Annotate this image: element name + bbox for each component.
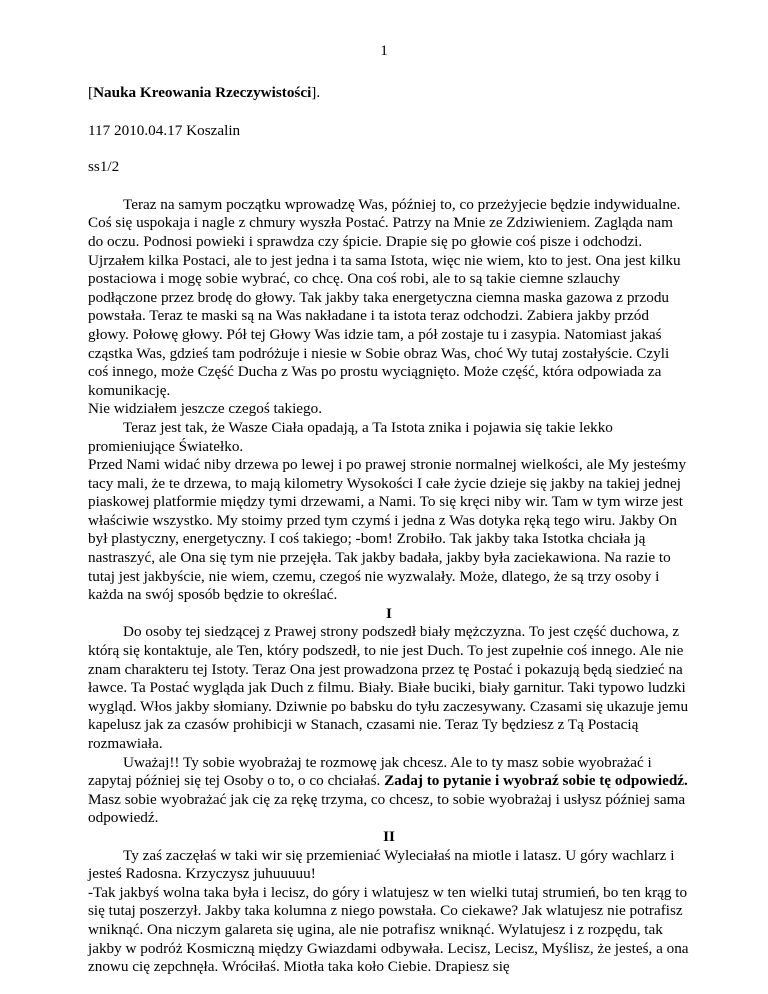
paragraph: Nie widziałem jeszcze czegoś takiego.: [88, 400, 323, 418]
paragraph: -Tak jakbyś wolna taka była i lecisz, do góry i wlatujesz w ten wielki tutaj strumień, bo ten krąg to się tutaj poszerzył. Jakby taka kolumna z niego powstała. Co ciekawe? Jak wlatujesz nie potrafisz wniknąć. Ona niczym galareta się ugina, ale nie potrafisz wniknąć. Wylatujesz i z rozpędu, tak jakby w podróż Kosmiczną między Gwiazdami odbywała. Lecisz, Lecisz, Myślisz, że jesteś, a ona znowu cię zepchnęła. Wróciłaś. Miotła taka koło Ciebie. Drapiesz się: [88, 883, 689, 976]
section-marker-ii: II: [383, 827, 395, 845]
document-content: [88, 84, 690, 977]
section-marker-i: I: [386, 604, 392, 622]
emphasis-text: Zadaj to pytanie i wyobraź sobie tę odpowiedź.: [384, 772, 688, 790]
session-line: 117 2010.04.17 Koszalin: [88, 121, 241, 139]
paragraph: Do osoby tej siedzącej z Prawej strony podszedł biały mężczyzna. To jest część duchowa, z którą się kontaktuje, ale Ten, który podszedł, to nie jest Duch. To jest zupełnie coś innego. Ale nie znam charakteru tej Istoty. Teraz Ona jest prowadzona przez tę Postać i pokazują będą siedzieć na ławce. Ta Postać wygląda jak Duch z filmu. Biały. Białe buciki, biały garnitur. Taki typowo ludzki wygląd. Włos jakby słomiany. Dziwnie po babsku do tyłu zaczesywany. Czasami się ukazuje jemu kapelusz jak za czasów prohibicji w Stanach, czasami nie. Teraz Ty będziesz z Tą Postacią rozmawiała.: [88, 623, 689, 752]
paragraph: Teraz na samym początku wprowadzę Was, później to, co przeżyjecie będzie indywidualne.: [123, 195, 681, 213]
page-number: 1: [380, 42, 388, 59]
paragraph-with-emphasis: Uważaj!! Ty sobie wyobrażaj te rozmowę jak chcesz. Ale to ty masz sobie wyobrażać i zapytaj później się tej Osoby o to, o co chciałaś. Zadaj to pytanie i wyobraź sobie tę odpowiedź. Masz sobie wyobrażać jak cię za rękę trzyma, co chcesz, to sobie wyobrażaj i usłysz później sama odpowiedź.: [88, 753, 688, 827]
document-title: [Nauka Kreowania Rzeczywistości].: [88, 84, 321, 101]
document-body: [88, 196, 690, 977]
title-text: Nauka Kreowania Rzeczywistości: [93, 84, 312, 101]
paragraph: Coś się uspokaja i nagle z chmury wyszła Postać. Patrzy na Mnie ze Zdziwieniem. Zagląda nam do oczu. Podnosi powieki i sprawdza czy śpicie. Drapie się po głowie coś pisze i odchodzi.: [88, 214, 673, 250]
paragraph: Ty zaś zaczęłaś w taki wir się przemieniać Wyleciałaś na miotle i latasz. U góry wachlarz i jesteś Radosna. Krzyczysz juhuuuuu!: [88, 846, 675, 883]
paragraph: Ujrzałem kilka Postaci, ale to jest jedna i ta sama Istota, więc nie wiem, kto to jest. Ona jest kilku postaciowa i mogę sobie wybrać, co chcę. Ona coś robi, ale to są takie ciemne szlauchy podłączone przez brodę do głowy. Tak jakby taka energetyczna ciemna maska gazowa z przodu powstała. Teraz te maski są na Was nakładane i ta istota teraz odchodzi. Zabiera jakby przód głowy. Połowę głowy. Pół tej Głowy Was idzie tam, a pół zostaje tu i zasypia. Natomiast jakaś cząstka Was, gdzieś tam podróżuje i niesie w Sobie obraz Was, choć Wy tutaj zostałyście. Czyli coś innego, może Część Ducha z Was po prostu wyciągnięto. Może część, która odpowiada za komunikację.: [88, 251, 681, 399]
paragraph: Przed Nami widać niby drzewa po lewej i po prawej stronie normalnej wielkości, ale My jesteśmy tacy mali, że te drzewa, to mają kilometry Wysokości I całe życie dzieje się jakby na takiej jednej piaskowej platformie między tymi drzewami, a Nami. To się kręci niby wir. Tam w tym wirze jest właściwie wszystko. My stoimy przed tym czymś i jedna z Was dotyka ręką tego wiru. Jakby On był plastyczny, energetyczny. I coś takiego; -bom! Zrobiło. Tak jakby taka Istotka chciała ją nastraszyć, ale Ona się tym nie przejęła. Tak jakby badała, jakby była zaciekawiona. Na razie to tutaj jest jakbyście, nie wiem, czemu, czegoś nie wyzwalały. Może, dlatego, że są trzy osoby i każda na swój sposób będzie to określać.: [88, 456, 687, 604]
part-line: ss1/2: [88, 158, 120, 176]
paragraph: Teraz jest tak, że Wasze Ciała opadają, a Ta Istota znika i pojawia się takie lekko promieniujące Światełko.: [88, 418, 613, 455]
